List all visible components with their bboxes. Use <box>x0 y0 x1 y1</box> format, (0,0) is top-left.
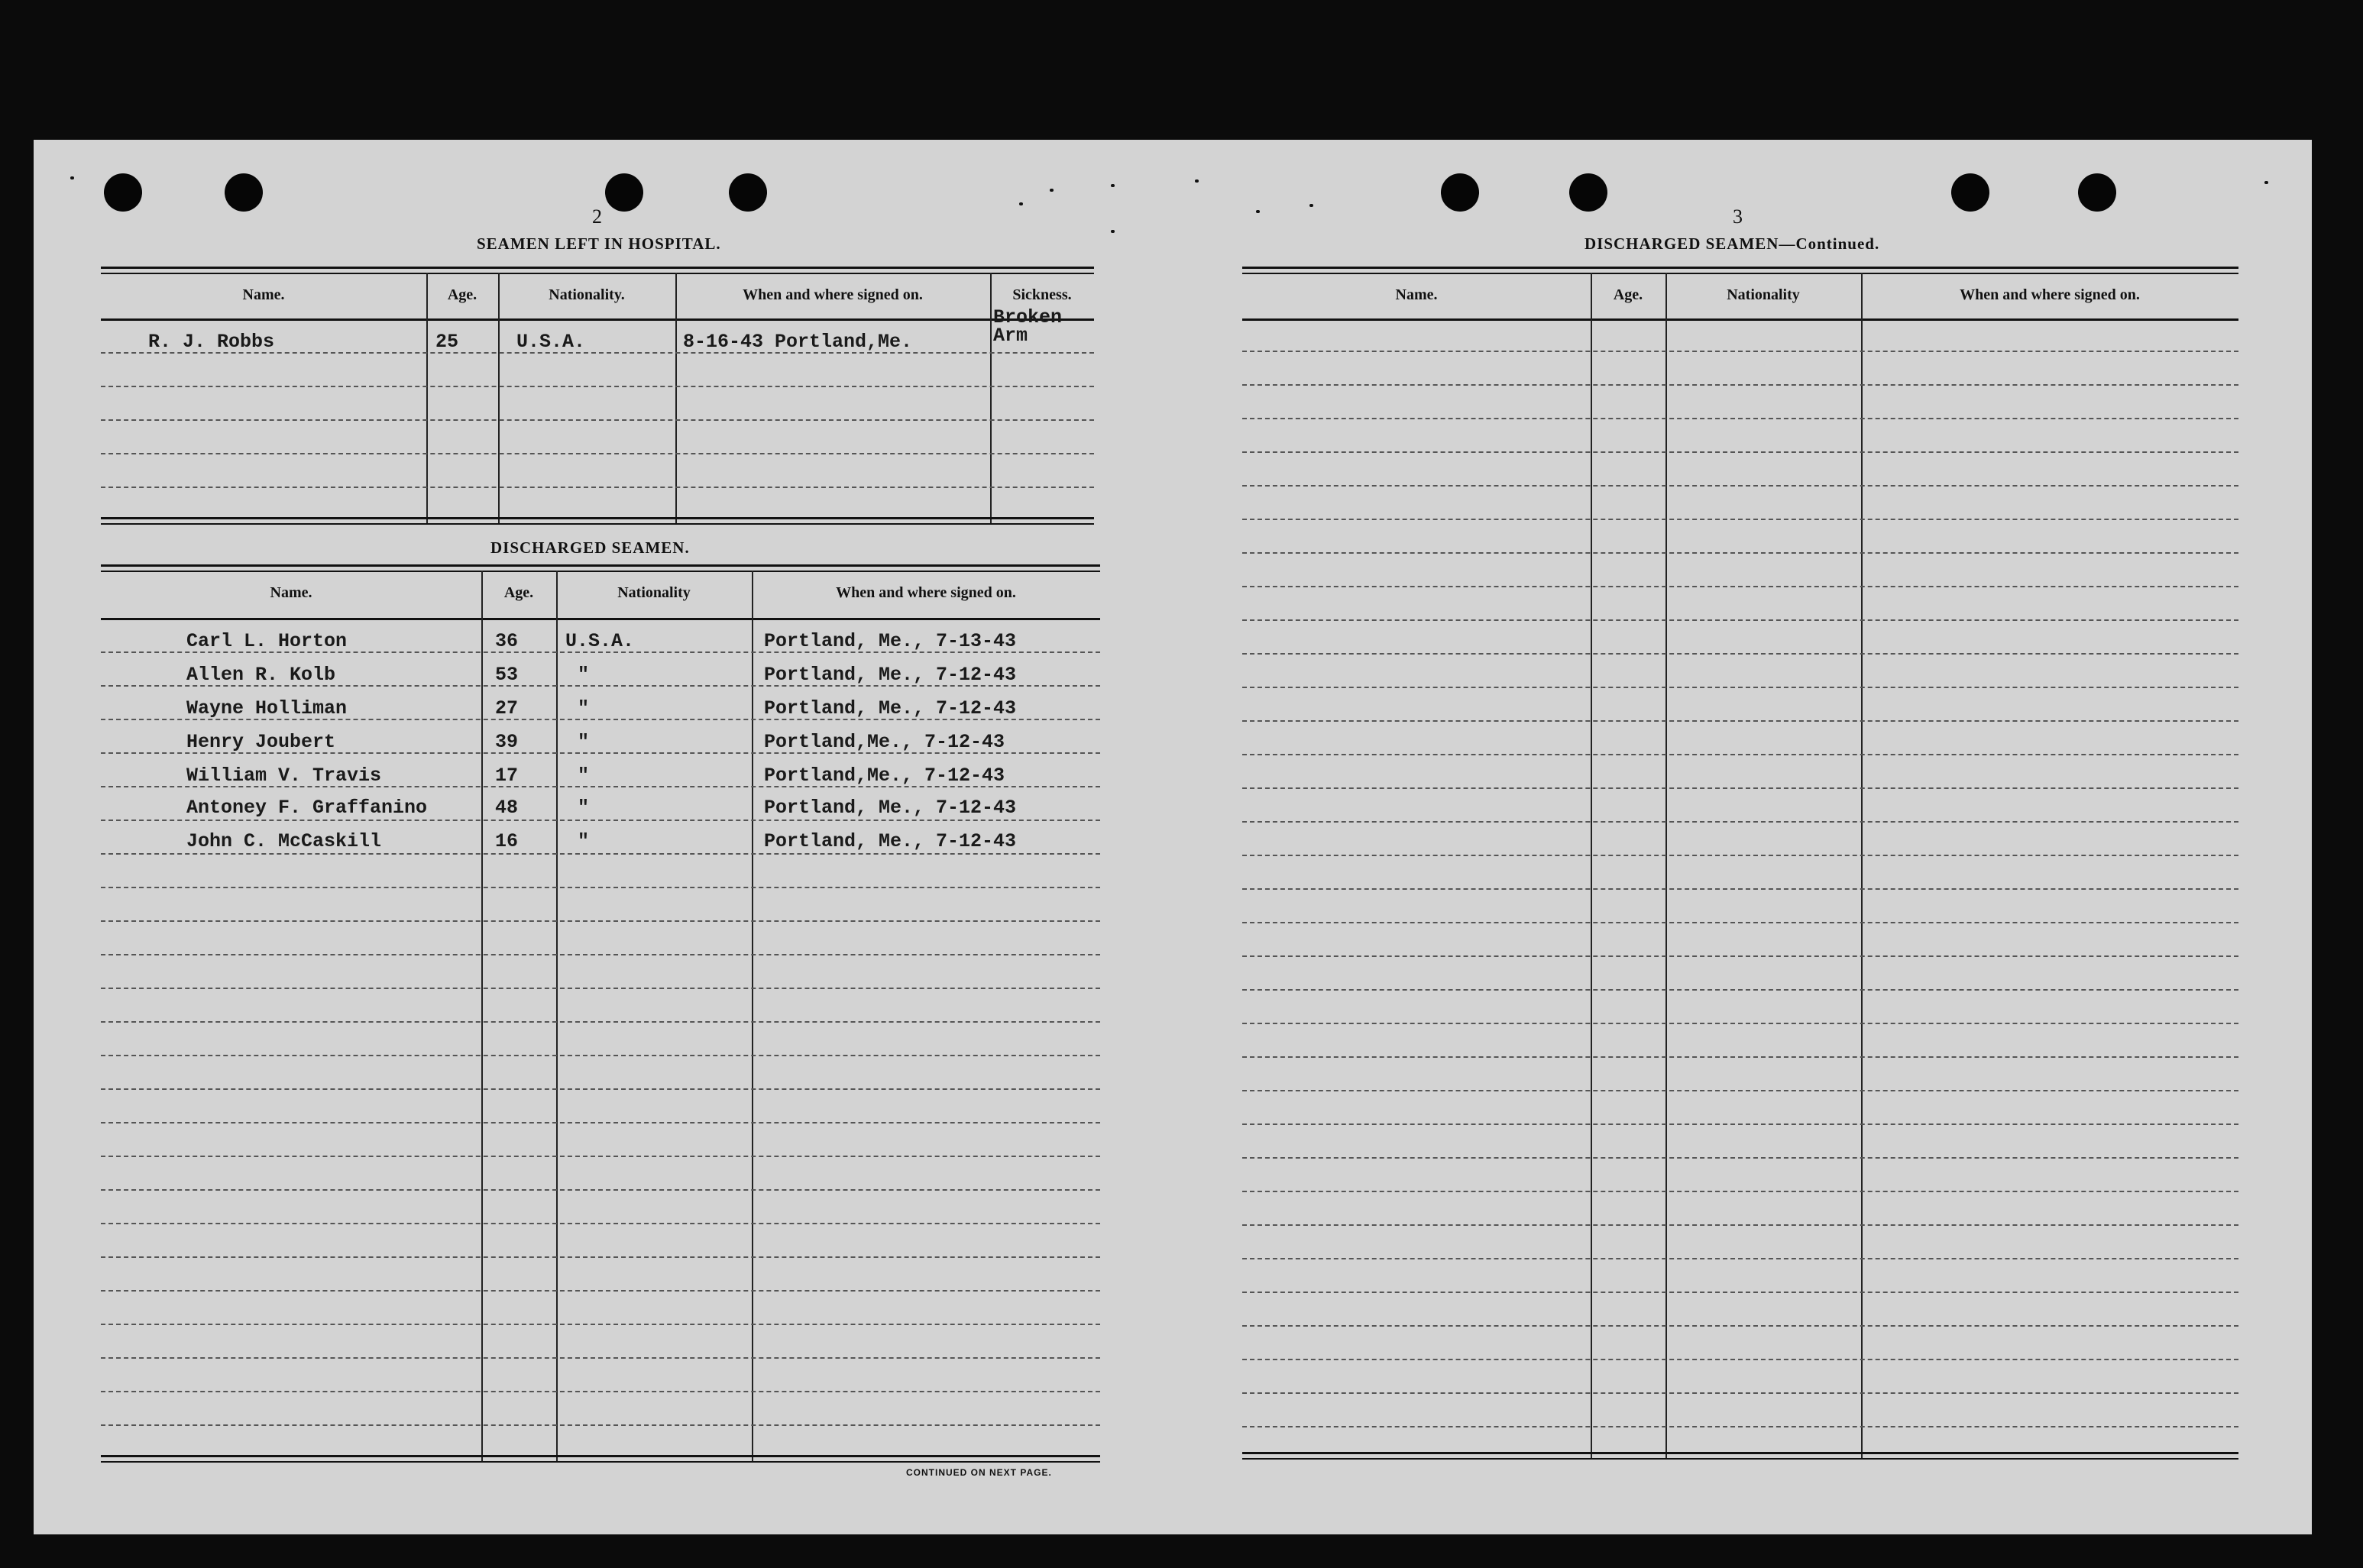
signed-on: Portland, Me., 7-12-43 <box>764 697 1017 719</box>
discharged-continued-table <box>1242 267 2238 1466</box>
discharged-continued-title: DISCHARGED SEAMEN—Continued. <box>1585 234 1880 253</box>
column-header-nationality: Nationality <box>617 584 691 601</box>
discharged-table <box>101 564 1100 1466</box>
punch-hole <box>605 173 643 212</box>
column-header-name: Name. <box>270 584 312 601</box>
punch-hole <box>2078 173 2116 212</box>
column-header-name: Name. <box>242 286 285 303</box>
punch-hole <box>225 173 263 212</box>
punch-hole <box>1569 173 1607 212</box>
signed-on: Portland, Me., 7-13-43 <box>764 630 1017 652</box>
seaman-age: 25 <box>435 331 459 353</box>
signed-on: Portland, Me., 7-12-43 <box>764 830 1017 852</box>
column-header-name: Name. <box>1395 286 1438 303</box>
seaman-nationality: " <box>578 830 590 852</box>
column-header-sickness: Sickness. <box>1012 286 1072 303</box>
seaman-name: John C. McCaskill <box>186 830 382 852</box>
speck <box>70 176 74 179</box>
continued-note: CONTINUED ON NEXT PAGE. <box>906 1467 1052 1478</box>
seaman-age: 53 <box>495 664 519 686</box>
column-header-signed-on: When and where signed on. <box>743 286 923 303</box>
speck <box>1050 189 1054 192</box>
speck <box>1195 179 1199 183</box>
seaman-age: 36 <box>495 630 519 652</box>
column-header-nationality: Nationality. <box>549 286 625 303</box>
document-sheet <box>34 140 2312 1534</box>
seaman-nationality: U.S.A. <box>565 630 635 652</box>
speck <box>1111 230 1115 233</box>
seaman-age: 17 <box>495 765 519 787</box>
seaman-name: Allen R. Kolb <box>186 664 336 686</box>
column-header-signed-on: When and where signed on. <box>1960 286 2140 303</box>
seaman-name: William V. Travis <box>186 765 382 787</box>
seaman-nationality: " <box>578 731 590 753</box>
discharged-section-title: DISCHARGED SEAMEN. <box>490 538 690 557</box>
column-header-nationality: Nationality <box>1727 286 1800 303</box>
column-header-age: Age. <box>503 584 534 601</box>
page-number: 3 <box>1733 205 1743 228</box>
punch-hole <box>104 173 142 212</box>
signed-on: Portland,Me., 7-12-43 <box>764 731 1005 753</box>
seaman-age: 48 <box>495 797 519 819</box>
sickness: Arm <box>993 325 1028 347</box>
punch-hole <box>1951 173 1989 212</box>
seaman-nationality: " <box>578 797 590 819</box>
signed-on: 8-16-43 Portland,Me. <box>683 331 913 353</box>
seaman-nationality: U.S.A. <box>516 331 586 353</box>
seaman-name: Henry Joubert <box>186 731 336 753</box>
punch-hole <box>1441 173 1479 212</box>
signed-on: Portland, Me., 7-12-43 <box>764 664 1017 686</box>
seaman-name: Carl L. Horton <box>186 630 348 652</box>
hospital-section-title: SEAMEN LEFT IN HOSPITAL. <box>477 234 721 253</box>
column-header-age: Age. <box>447 286 477 303</box>
signed-on: Portland, Me., 7-12-43 <box>764 797 1017 819</box>
speck <box>1256 210 1260 213</box>
speck <box>1019 202 1023 205</box>
page-number: 2 <box>592 205 602 228</box>
sickness: Broken <box>993 306 1063 328</box>
seaman-nationality: " <box>578 765 590 787</box>
speck <box>1309 204 1313 207</box>
seaman-age: 27 <box>495 697 519 719</box>
column-header-signed-on: When and where signed on. <box>836 584 1016 601</box>
hospital-table <box>101 267 1094 530</box>
seaman-age: 16 <box>495 830 519 852</box>
signed-on: Portland,Me., 7-12-43 <box>764 765 1005 787</box>
speck <box>2264 181 2268 184</box>
seaman-age: 39 <box>495 731 519 753</box>
punch-hole <box>729 173 767 212</box>
speck <box>1111 184 1115 187</box>
seaman-name: Wayne Holliman <box>186 697 348 719</box>
seaman-name: Antoney F. Graffanino <box>186 797 428 819</box>
seaman-name: R. J. Robbs <box>148 331 275 353</box>
column-header-age: Age. <box>1613 286 1643 303</box>
seaman-nationality: " <box>578 664 590 686</box>
seaman-nationality: " <box>578 697 590 719</box>
